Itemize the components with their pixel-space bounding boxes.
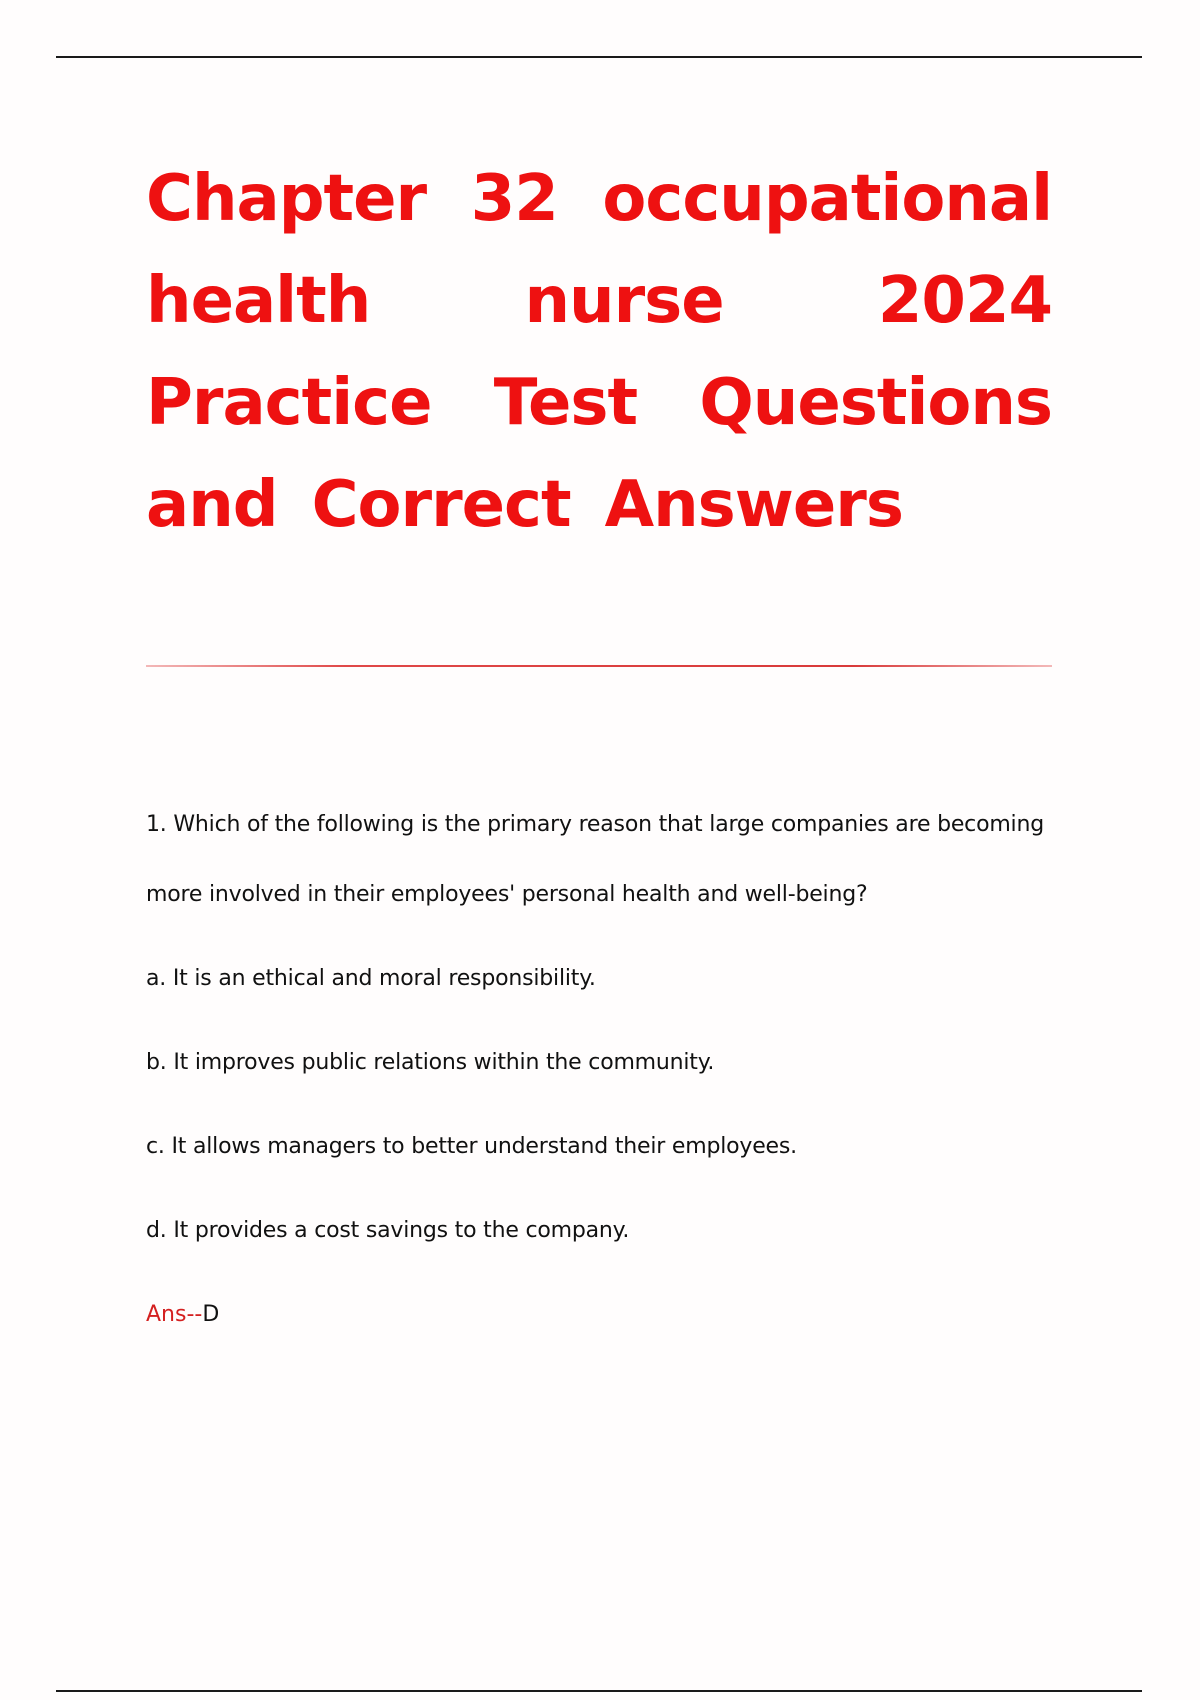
answer-line [146, 1280, 1052, 1350]
title-word: Questions [699, 366, 1052, 440]
answer-label: Ans-- [146, 1302, 203, 1327]
answer-value: D [202, 1302, 220, 1327]
title-divider [146, 665, 1052, 667]
question-text: 1. Which of the following is the primary reason that large companies are becoming more involved in their employees' personal health and well-being? [146, 812, 1044, 907]
title-word: occupational [602, 162, 1052, 236]
title-word: and [146, 468, 278, 542]
answer-option-a: a. It is an ethical and moral responsibility. [146, 966, 596, 991]
title-word: health [146, 264, 371, 338]
bottom-rule [56, 1690, 1142, 1692]
question-block [146, 790, 1052, 1350]
title-word: 32 [470, 162, 558, 236]
answer-option-c: c. It allows managers to better understand their employees. [146, 1134, 797, 1159]
answer-option-b: b. It improves public relations within the community. [146, 1050, 715, 1075]
title-word: nurse [524, 264, 724, 338]
document-title [146, 148, 1052, 556]
title-word: Answers [604, 468, 903, 542]
top-rule [56, 56, 1142, 58]
title-line-2 [146, 250, 1052, 352]
title-word: Test [493, 366, 638, 440]
title-line-4 [146, 454, 1052, 556]
title-word: Practice [146, 366, 432, 440]
title-word: 2024 [877, 264, 1052, 338]
title-line-1 [146, 148, 1052, 250]
title-word: Chapter [146, 162, 427, 236]
title-line-3 [146, 352, 1052, 454]
answer-option-d: d. It provides a cost savings to the company. [146, 1218, 630, 1243]
title-word: Correct [311, 468, 571, 542]
